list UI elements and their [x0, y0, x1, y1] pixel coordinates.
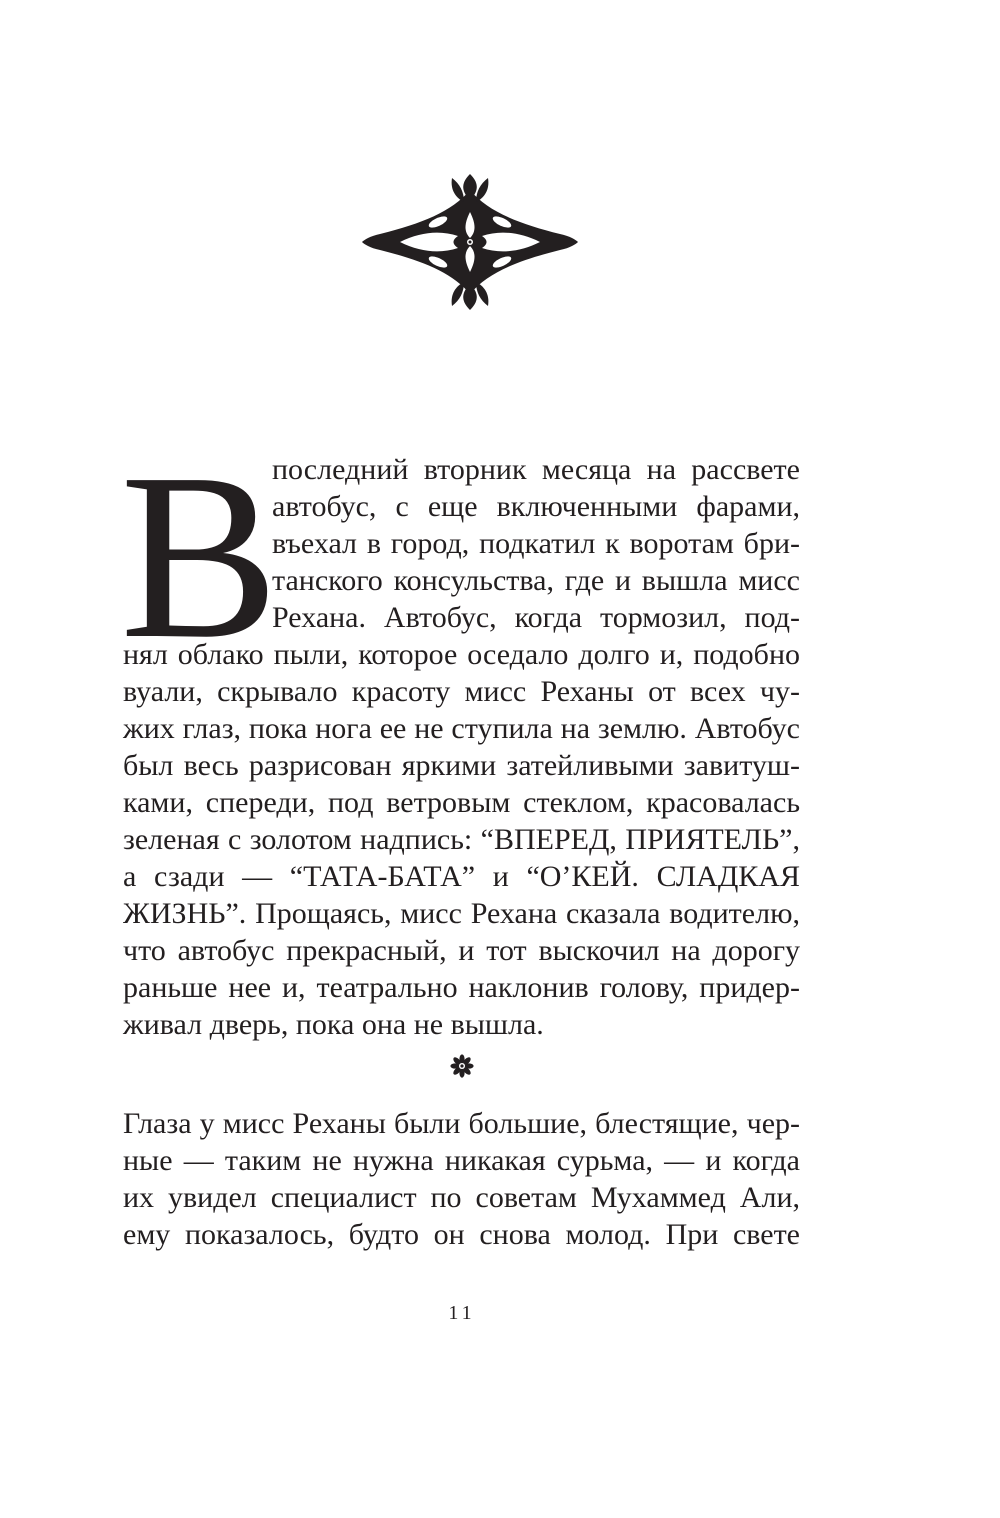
paragraph-1-line: живал дверь, пока она не вышла.	[123, 1008, 544, 1041]
paragraph-1-line: въехал в город, подкатил к воротам бри-	[272, 527, 800, 560]
paragraph-1-line: зеленая с золотом надпись: “ВПЕРЕД, ПРИЯТЕЛЬ”,	[123, 823, 800, 856]
floral-ornament-icon	[360, 172, 580, 312]
drop-cap: В	[120, 425, 279, 688]
paragraph-1-line: автобус, с еще включенными фарами,	[272, 490, 800, 523]
paragraph-1-line: нял облако пыли, которое оседало долго и, подобно	[123, 638, 800, 671]
paragraph-2-line: ему показалось, будто он снова молод. При свете	[123, 1218, 800, 1251]
paragraph-1-line: а сзади — “ТАТА-БАТА” и “О’КЕЙ. СЛАДКАЯ	[123, 860, 800, 893]
paragraph-1-line: ками, спереди, под ветровым стеклом, красовалась	[123, 786, 800, 819]
paragraph-1-line: последний вторник месяца на рассвете	[272, 453, 800, 486]
paragraph-2-line: их увидел специалист по советам Мухаммед Али,	[123, 1181, 800, 1214]
page-number: 11	[448, 1302, 476, 1324]
paragraph-1-line: вуали, скрывало красоту мисс Реханы от всех чу-	[123, 675, 800, 708]
paragraph-1-line: жих глаз, пока нога ее не ступила на землю. Автобус	[123, 712, 800, 745]
paragraph-2-line: Глаза у мисс Реханы были большие, блестящие, чер-	[123, 1107, 800, 1140]
paragraph-1-line: был весь разрисован яркими затейливыми завитуш-	[123, 749, 800, 782]
paragraph-1-line: раньше нее и, театрально наклонив голову, придер-	[123, 971, 800, 1004]
paragraph-2-line: ные — таким не нужна никакая сурьма, — и когда	[123, 1144, 800, 1177]
paragraph-1-line: Рехана. Автобус, когда тормозил, под-	[272, 601, 800, 634]
asterism-flower-icon	[449, 1053, 475, 1079]
paragraph-1-line: ЖИЗНЬ”. Прощаясь, мисс Рехана сказала водителю,	[123, 897, 800, 930]
paragraph-1-line: что автобус прекрасный, и тот выскочил на дорогу	[123, 934, 800, 967]
paragraph-1-line: танского консульства, где и вышла мисс	[272, 564, 800, 597]
